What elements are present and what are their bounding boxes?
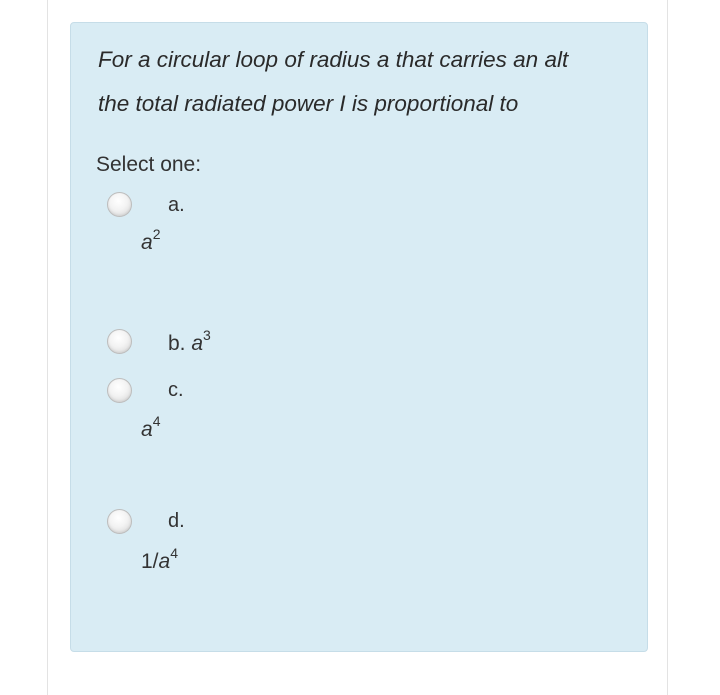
question-card [70, 22, 648, 652]
option-c-expression[interactable] [141, 415, 160, 442]
option-c-radio[interactable] [107, 378, 132, 403]
option-a-variable: a [141, 231, 153, 254]
option-a-radio[interactable] [107, 192, 132, 217]
option-c-variable: a [141, 418, 153, 441]
option-d-radio[interactable] [107, 509, 132, 534]
option-b-label: b. [168, 332, 186, 355]
option-a-label: a. [168, 194, 185, 216]
option-a-expression[interactable] [141, 228, 160, 255]
option-d-expression[interactable] [141, 547, 178, 574]
option-a-exponent: 2 [152, 226, 161, 242]
option-c-label: c. [168, 379, 184, 401]
question-line-2: the total radiated power I is proportional to [98, 91, 519, 116]
select-one-prompt: Select one: [96, 153, 202, 176]
page-border-right [667, 0, 668, 695]
option-b-exponent: 3 [203, 327, 211, 343]
page-border-left [47, 0, 48, 695]
option-d-variable: a [158, 550, 171, 573]
option-d-exponent: 4 [170, 545, 178, 561]
option-c-exponent: 4 [152, 413, 161, 429]
option-b-radio[interactable] [107, 329, 132, 354]
option-b-variable: a [191, 332, 204, 355]
question-line-1: For a circular loop of radius a that carries an alt [98, 47, 569, 72]
question-text [98, 38, 648, 126]
option-b-expression[interactable] [168, 329, 211, 356]
option-d-label: d. [168, 510, 185, 532]
option-d-prefix: 1/ [141, 550, 159, 573]
